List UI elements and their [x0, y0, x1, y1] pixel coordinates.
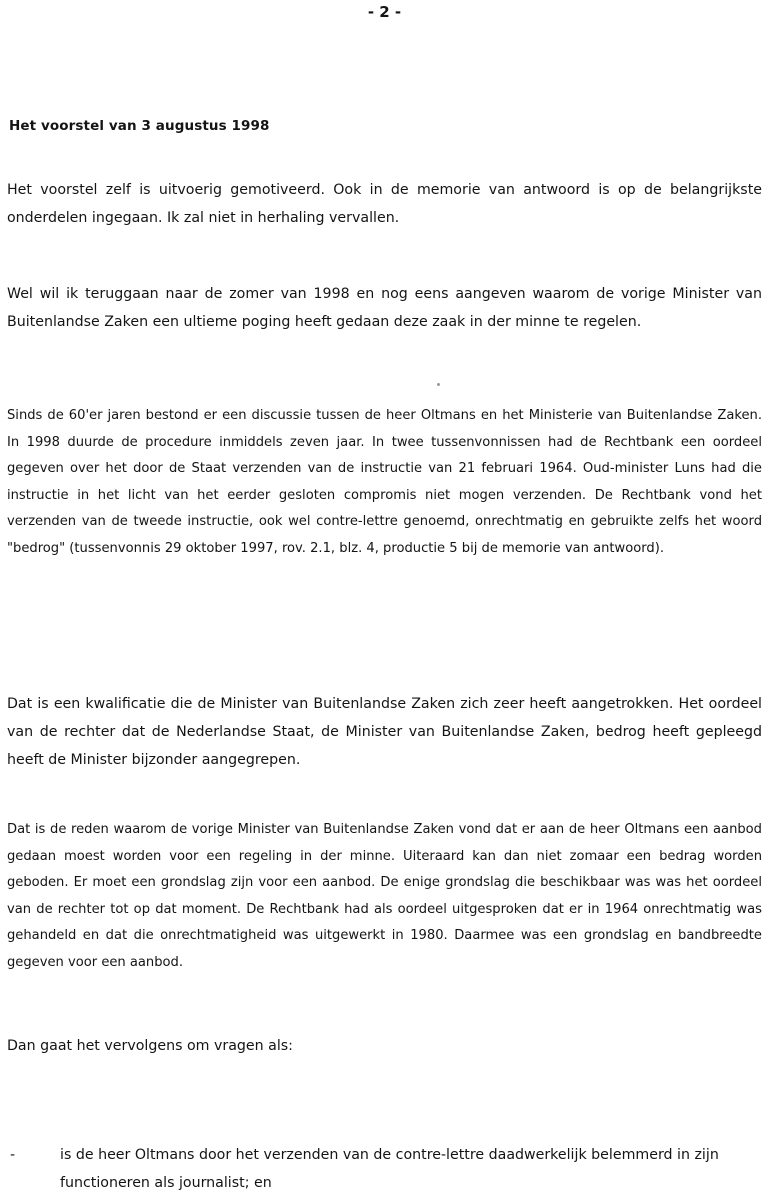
section-heading: Het voorstel van 3 augustus 1998 [9, 118, 270, 134]
scan-speck [437, 383, 440, 386]
paragraph-6: Dan gaat het vervolgens om vragen als: [7, 1038, 293, 1054]
page-number: - 2 - [367, 3, 402, 21]
paragraph-1: Het voorstel zelf is uitvoerig gemotiveerd. Ook in de memorie van antwoord is op de belangrijkste onderdelen ingegaan. Ik zal niet in herhaling vervallen. [7, 182, 762, 226]
bullet-marker: - [10, 1147, 16, 1163]
paragraph-4: Dat is een kwalificatie die de Minister van Buitenlandse Zaken zich zeer heeft aangetrokken. Het oordeel van de rechter dat de Nederlandse Staat, de Minister van Buitenlandse Zaken, bedrog heeft gepleegd heeft de Minister bijzonder aangegrepen. [7, 696, 762, 768]
paragraph-5: Dat is de reden waarom de vorige Minister van Buitenlandse Zaken vond dat er aan de heer Oltmans een aanbod gedaan moest worden voor een regeling in der minne. Uiteraard kan dan niet zomaar een bedrag worden geboden. Er moet een grondslag zijn voor een aanbod. De enige grondslag die beschikbaar was was het oordeel van de rechter tot op dat moment. De Rechtbank had als oordeel uitgesproken dat er in 1964 onrechtmatig was gehandeld en dat die onrechtmatigheid was uitgewerkt in 1980. Daarmee was een grondslag en bandbreedte gegeven voor een aanbod. [7, 822, 762, 970]
paragraph-3: Sinds de 60'er jaren bestond er een discussie tussen de heer Oltmans en het Ministerie van Buitenlandse Zaken. In 1998 duurde de procedure inmiddels zeven jaar. In twee tussenvonnissen had de Rechtbank een oordeel gegeven over het door de Staat verzenden van de instructie van 21 februari 1964. Oud-minister Luns had die instructie in het licht van het eerder gesloten compromis niet mogen verzenden. De Rechtbank vond het verzenden van de tweede instructie, ook wel contre-lettre genoemd, onrechtmatig en gebruikte zelfs het woord "bedrog" (tussenvonnis 29 oktober 1997, rov. 2.1, blz. 4, productie 5 bij de memorie van antwoord). [7, 408, 762, 556]
bullet-item: is de heer Oltmans door het verzenden van de contre-lettre daadwerkelijk belemmerd in zijn functioneren als journalist; en [60, 1147, 719, 1191]
paragraph-2: Wel wil ik teruggaan naar de zomer van 1998 en nog eens aangeven waarom de vorige Minister van Buitenlandse Zaken een ultieme poging heeft gedaan deze zaak in der minne te regelen. [7, 286, 762, 330]
